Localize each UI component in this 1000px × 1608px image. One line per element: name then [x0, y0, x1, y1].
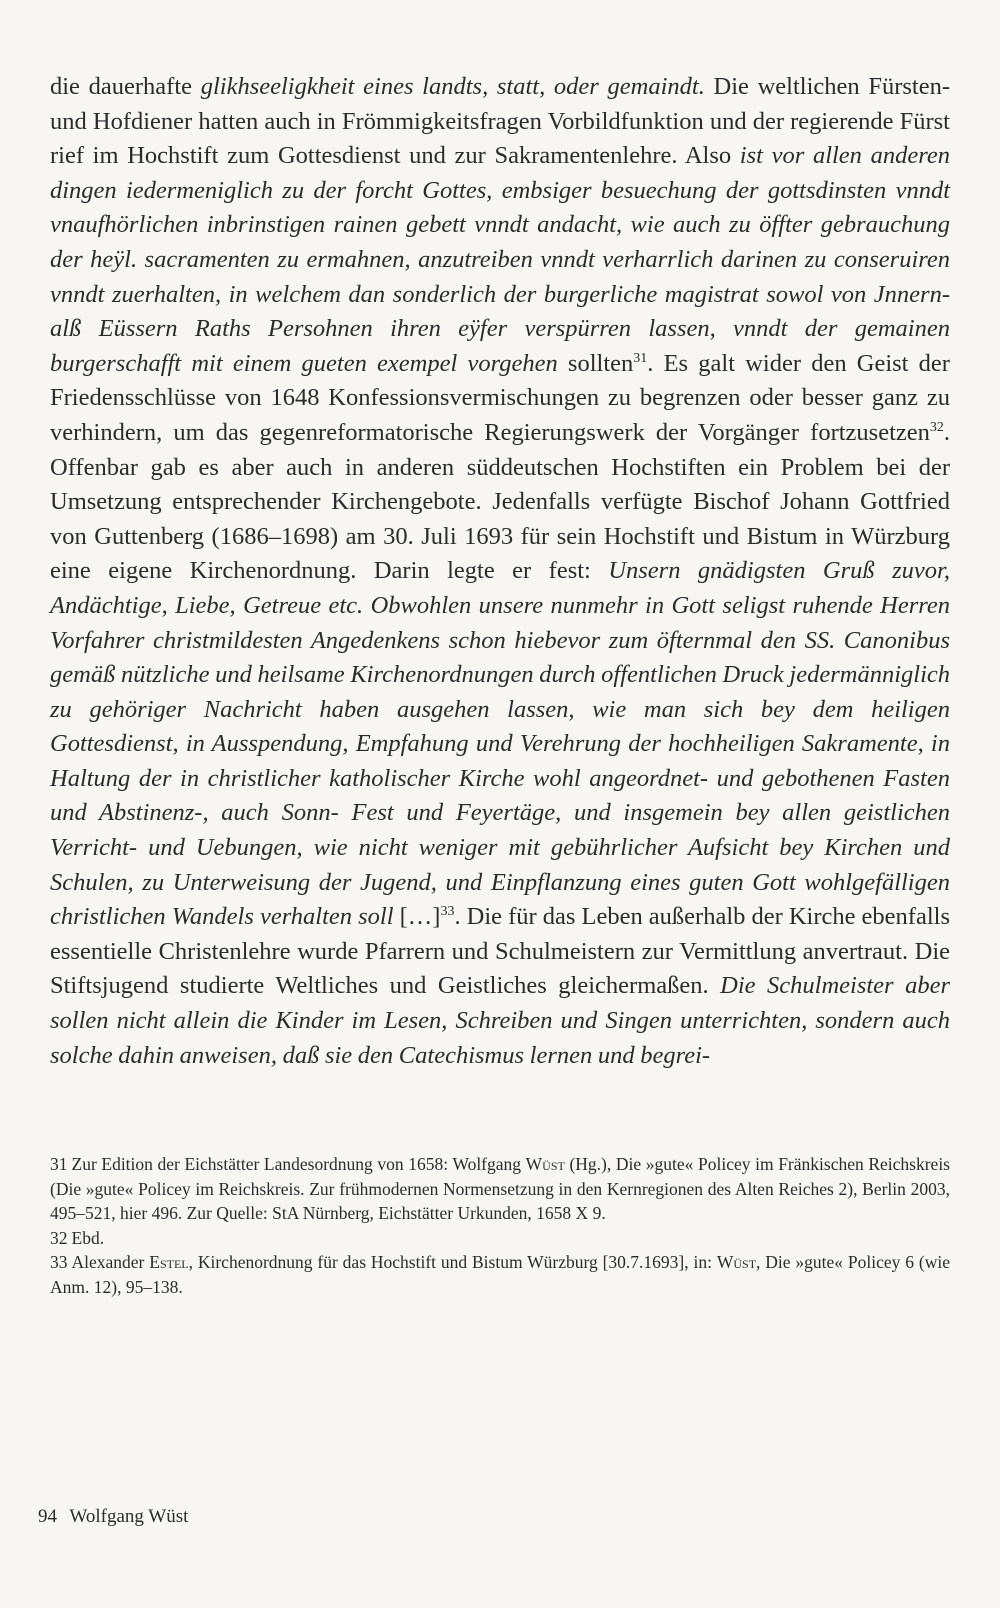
body-text-segment: […]	[393, 903, 441, 931]
footnote-31	[50, 1152, 950, 1226]
footnote-ref: 32	[929, 419, 944, 435]
footnote-text: Ebd.	[71, 1227, 105, 1248]
footnote-number: 33	[50, 1252, 68, 1272]
footnote-text: Alexander	[71, 1252, 150, 1272]
running-head-author: Wolfgang Wüst	[69, 1506, 189, 1527]
body-text-segment: . Die für das Leben außerhalb der Kirche ebenfalls essentielle Christenlehre wurde Pfarrern und Schulmeistern zur Vermittlung anvertraut. Die Stiftsjugend studierte Weltliches und Geistliches gleichermaßen.	[50, 903, 950, 1000]
footnote-text: (Hg.), Die »gute« Policey im Fränkischen Reichskreis (Die »gute« Policey im Reichskreis. Zur frühmodernen Normensetzung in den Kernregionen des Alten Reiches 2), Berlin 2003, 495–521, hier 496. Zur Quelle: StA Nürnberg, Eichstätter Urkunden, 1658 X 9.	[50, 1154, 950, 1223]
footnote-ref: 31	[633, 350, 648, 366]
footnote-number: 32	[50, 1227, 68, 1248]
footnote-ref: 33	[440, 904, 455, 920]
footnote-number: 31	[50, 1154, 68, 1174]
body-text-segment: . Es galt wider den Geist der Friedensschlüsse von 1648 Konfessionsvermischungen zu begrenzen oder besser ganz zu verhindern, um das gegenreformatorische Regierungswerk der Vorgänger fortzusetzen	[50, 349, 950, 446]
footnote-33	[50, 1250, 950, 1299]
page-number: 94	[38, 1506, 57, 1527]
author-name: Wüst	[716, 1252, 757, 1272]
body-text-segment: . Offenbar gab es aber auch in anderen süddeutschen Hochstiften ein Problem bei der Umsetzung entsprechender Kirchengebote. Jedenfalls verfügte Bischof Johann Gottfried von Guttenberg (1686–1698) am 30. Juli 1693 für sein Hochstift und Bistum in Würzburg eine eigene Kirchenordnung. Darin legte er fest:	[50, 418, 950, 585]
author-name: Estel	[149, 1252, 189, 1272]
main-text	[50, 70, 950, 1073]
quoted-source-text: ist vor allen anderen dingen iedermeniglich zu der forcht Gottes, embsiger besuechung der gottsdinsten vnndt vnaufhörlichen inbrinstigen rainen gebett vnndt andacht, wie auch zu öffter gebrauchung der heÿl. sacramenten zu ermahnen, anzutreiben vnndt verharrlich darinen zu conseruiren vnndt zuerhalten, in welchem dan sonderlich der burgerliche magistrat sowol von Jnnern- alß Eüssern Raths Persohnen ihren eÿfer verspürren lassen, vnndt der gemainen burgerschafft mit einem gueten exempel vorgehen	[50, 142, 950, 377]
footnote-32	[50, 1226, 950, 1251]
footnote-text: , Die »gute« Policey 6 (wie Anm. 12), 95–138.	[50, 1252, 950, 1297]
body-text-segment: die dauerhafte	[50, 73, 201, 100]
body-paragraph	[50, 70, 950, 1073]
page-footer	[38, 1506, 188, 1528]
quoted-source-text: glikhseeligkheit eines landts, statt, oder gemaindt.	[200, 73, 705, 100]
body-text-segment: Die weltlichen Fürsten- und Hofdiener hatten auch in Frömmigkeitsfragen Vorbildfunktion und der regierende Fürst rief im Hochstift zum Gottesdienst und zur Sakramentenlehre. Also	[50, 73, 951, 170]
body-text-segment: sollten	[557, 349, 634, 377]
footnotes	[50, 1152, 950, 1299]
quoted-source-text: Unsern gnädigsten Gruß zuvor, Andächtige, Liebe, Getreue etc. Obwohlen unsere nunmehr in Gott seligst ruhende Herren Vorfahrer christmildesten Angedenkens schon hiebevor zum öfternmal den SS. Canonibus gemäß nützliche und heilsame Kirchenordnungen durch offentlichen Druck jedermänniglich zu gehöriger Nachricht haben ausgehen lassen, wie man sich bey dem heiligen Gottesdienst, in Ausspendung, Empfahung und Verehrung der hochheiligen Sakramente, in Haltung der in christlicher katholischer Kirche wohl angeordnet- und gebothenen Fasten und Abstinenz-, auch Sonn- Fest und Feyertäge, und insgemein bey allen geistlichen Verricht- und Uebungen, wie nicht weniger mit gebührlicher Aufsicht bey Kirchen und Schulen, zu Unterweisung der Jugend, und Einpflanzung eines guten Gott wohlgefälligen christlichen Wandels verhalten soll	[50, 557, 950, 931]
author-name: Wüst	[525, 1154, 565, 1174]
footnote-text: , Kirchenordnung für das Hochstift und Bistum Würzburg [30.7.1693], in:	[188, 1252, 717, 1272]
quoted-source-text: Die Schulmeister aber sollen nicht allein die Kinder im Lesen, Schreiben und Singen unterrichten, sondern auch solche dahin anweisen, daß sie den Catechismus lernen und begrei-	[50, 972, 950, 1069]
footnote-text: Zur Edition der Eichstätter Landesordnung von 1658: Wolfgang	[71, 1154, 526, 1174]
